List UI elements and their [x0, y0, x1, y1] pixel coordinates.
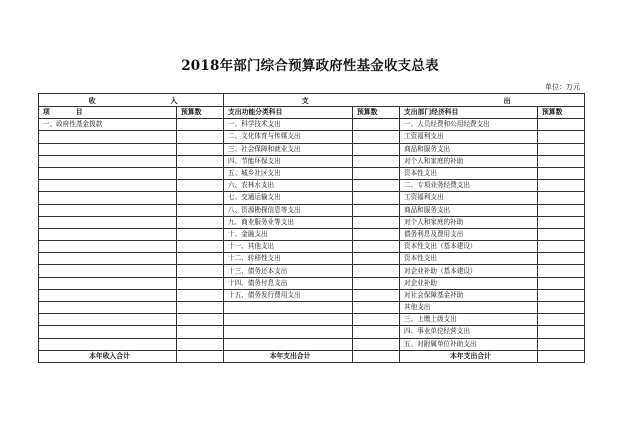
- income-item-cell: [39, 314, 177, 326]
- func-budget-cell: [353, 192, 400, 204]
- func-budget-cell: [353, 180, 400, 192]
- income-item-cell: [39, 338, 177, 350]
- table-row: [39, 338, 585, 350]
- econ-item-cell: 商品和服务支出: [400, 204, 538, 216]
- func-budget-cell: [353, 216, 400, 228]
- table-row: [39, 131, 585, 143]
- func-item-cell: [224, 302, 353, 314]
- income-budget-cell: [177, 326, 224, 338]
- income-item-cell: [39, 143, 177, 155]
- econ-budget-cell: [538, 155, 585, 167]
- header-row-2: [39, 107, 585, 119]
- func-budget-cell: [353, 289, 400, 301]
- table-row: [39, 180, 585, 192]
- income-item-cell: [39, 228, 177, 240]
- table-row: [39, 119, 585, 131]
- income-budget-cell: [177, 180, 224, 192]
- econ-item-cell: 对企业补助（基本建设）: [400, 265, 538, 277]
- func-item-cell: 二、文化体育与传媒支出: [224, 131, 353, 143]
- econ-item-cell: 一、人员经费和公用经费支出: [400, 119, 538, 131]
- econ-item-cell: 对社会保障基金补助: [400, 289, 538, 301]
- econ-item-cell: 对个人和家庭的补助: [400, 216, 538, 228]
- unit-label: 单位：万元: [545, 83, 580, 91]
- income-budget-cell: [177, 277, 224, 289]
- income-budget-cell: [177, 216, 224, 228]
- expense-header-left: 支: [301, 95, 309, 105]
- econ-item-cell: 资本性支出: [400, 253, 538, 265]
- income-header-left: 收: [88, 95, 96, 105]
- func-item-cell: 十五、债务发行费用支出: [224, 289, 353, 301]
- econ-budget-cell: [538, 277, 585, 289]
- econ-item-cell: 对个人和家庭的补助: [400, 155, 538, 167]
- total-func-label: 本年支出合计: [224, 350, 353, 362]
- income-item-cell: [39, 253, 177, 265]
- income-budget-cell: [177, 143, 224, 155]
- header-row-1: [39, 94, 585, 107]
- col-func: 支出功能分类科目: [224, 107, 353, 119]
- col-econ: 支出部门经济科目: [400, 107, 538, 119]
- econ-budget-cell: [538, 119, 585, 131]
- income-item-cell: [39, 289, 177, 301]
- page-title: 2018年部门综合预算政府性基金收支总表: [181, 58, 439, 74]
- func-item-cell: 三、社会保障和就业支出: [224, 143, 353, 155]
- func-item-cell: 十一、其他支出: [224, 241, 353, 253]
- func-item-cell: 八、资源勘探信息等支出: [224, 204, 353, 216]
- econ-budget-cell: [538, 131, 585, 143]
- func-item-cell: 十、金融支出: [224, 228, 353, 240]
- table-row: [39, 204, 585, 216]
- total-econ-label: 本年支出合计: [400, 350, 538, 362]
- table-row: [39, 253, 585, 265]
- econ-item-cell: 资本性支出（基本建设）: [400, 241, 538, 253]
- func-item-cell: 十二、转移性支出: [224, 253, 353, 265]
- income-item-cell: [39, 265, 177, 277]
- func-item-cell: 六、农林水支出: [224, 180, 353, 192]
- income-budget-cell: [177, 253, 224, 265]
- econ-budget-cell: [538, 216, 585, 228]
- func-budget-cell: [353, 265, 400, 277]
- total-income-value: [177, 350, 224, 362]
- income-header-right: 入: [170, 95, 178, 105]
- col-budget-econ: 预算数: [538, 107, 585, 119]
- econ-budget-cell: [538, 253, 585, 265]
- table-row: [39, 326, 585, 338]
- func-budget-cell: [353, 228, 400, 240]
- econ-budget-cell: [538, 314, 585, 326]
- econ-item-cell: 商品和服务支出: [400, 143, 538, 155]
- table-row: [39, 277, 585, 289]
- econ-budget-cell: [538, 228, 585, 240]
- econ-budget-cell: [538, 326, 585, 338]
- econ-item-cell: 对企业补助: [400, 277, 538, 289]
- income-budget-cell: [177, 131, 224, 143]
- table-row: [39, 216, 585, 228]
- income-budget-cell: [177, 265, 224, 277]
- income-item-cell: 一、政府性基金拨款: [39, 119, 177, 131]
- income-item-cell: [39, 241, 177, 253]
- income-item-cell: [39, 204, 177, 216]
- table-row: [39, 241, 585, 253]
- func-budget-cell: [353, 155, 400, 167]
- econ-item-cell: 工资福利支出: [400, 131, 538, 143]
- func-item-cell: 九、商业服务业等支出: [224, 216, 353, 228]
- func-item-cell: [224, 338, 353, 350]
- econ-item-cell: 资本性支出: [400, 167, 538, 179]
- income-header: [39, 94, 224, 107]
- total-row: [39, 350, 585, 362]
- table-row: [39, 302, 585, 314]
- table-row: [39, 265, 585, 277]
- income-budget-cell: [177, 204, 224, 216]
- income-item-cell: [39, 216, 177, 228]
- func-item-cell: [224, 314, 353, 326]
- income-budget-cell: [177, 167, 224, 179]
- table-row: [39, 192, 585, 204]
- income-budget-cell: [177, 302, 224, 314]
- table-row: [39, 167, 585, 179]
- income-budget-cell: [177, 155, 224, 167]
- income-budget-cell: [177, 192, 224, 204]
- income-budget-cell: [177, 338, 224, 350]
- func-budget-cell: [353, 302, 400, 314]
- econ-budget-cell: [538, 241, 585, 253]
- func-budget-cell: [353, 143, 400, 155]
- func-budget-cell: [353, 277, 400, 289]
- income-budget-cell: [177, 289, 224, 301]
- expense-header-right: 出: [503, 95, 511, 105]
- income-item-cell: [39, 277, 177, 289]
- func-budget-cell: [353, 253, 400, 265]
- income-budget-cell: [177, 119, 224, 131]
- income-item-cell: [39, 302, 177, 314]
- income-budget-cell: [177, 241, 224, 253]
- econ-budget-cell: [538, 143, 585, 155]
- table-row: [39, 314, 585, 326]
- func-budget-cell: [353, 167, 400, 179]
- total-econ-value: [538, 350, 585, 362]
- func-item-cell: 五、城乡社区支出: [224, 167, 353, 179]
- econ-budget-cell: [538, 265, 585, 277]
- func-budget-cell: [353, 131, 400, 143]
- total-income-label: 本年收入合计: [39, 350, 177, 362]
- econ-budget-cell: [538, 167, 585, 179]
- func-item-cell: 十三、债务还本支出: [224, 265, 353, 277]
- func-item-cell: 四、节能环保支出: [224, 155, 353, 167]
- income-item-cell: [39, 131, 177, 143]
- func-budget-cell: [353, 204, 400, 216]
- table-row: [39, 289, 585, 301]
- econ-item-cell: 工资福利支出: [400, 192, 538, 204]
- func-budget-cell: [353, 119, 400, 131]
- econ-item-cell: 五、对附属单位补助支出: [400, 338, 538, 350]
- econ-item-cell: 债务利息及费用支出: [400, 228, 538, 240]
- econ-budget-cell: [538, 204, 585, 216]
- income-item-cell: [39, 192, 177, 204]
- econ-budget-cell: [538, 289, 585, 301]
- table-row: [39, 143, 585, 155]
- expense-header: [224, 94, 585, 107]
- table-row: [39, 155, 585, 167]
- func-item-cell: 一、科学技术支出: [224, 119, 353, 131]
- func-item-cell: 七、交通运输支出: [224, 192, 353, 204]
- income-item-cell: [39, 167, 177, 179]
- col-item: 项 目: [39, 107, 177, 119]
- econ-item-cell: 二、专项业务经费支出: [400, 180, 538, 192]
- econ-budget-cell: [538, 192, 585, 204]
- func-budget-cell: [353, 326, 400, 338]
- econ-item-cell: 四、事业单位经营支出: [400, 326, 538, 338]
- col-budget-func: 预算数: [353, 107, 400, 119]
- income-budget-cell: [177, 314, 224, 326]
- income-item-cell: [39, 326, 177, 338]
- func-item-cell: 十四、债务付息支出: [224, 277, 353, 289]
- total-func-value: [353, 350, 400, 362]
- econ-item-cell: 三、上缴上级支出: [400, 314, 538, 326]
- income-item-cell: [39, 155, 177, 167]
- income-item-cell: [39, 180, 177, 192]
- econ-budget-cell: [538, 338, 585, 350]
- func-budget-cell: [353, 338, 400, 350]
- budget-table: [38, 93, 585, 363]
- table-row: [39, 228, 585, 240]
- func-item-cell: [224, 326, 353, 338]
- econ-budget-cell: [538, 302, 585, 314]
- income-budget-cell: [177, 228, 224, 240]
- col-budget-income: 预算数: [177, 107, 224, 119]
- func-budget-cell: [353, 241, 400, 253]
- econ-item-cell: 其他支出: [400, 302, 538, 314]
- func-budget-cell: [353, 314, 400, 326]
- econ-budget-cell: [538, 180, 585, 192]
